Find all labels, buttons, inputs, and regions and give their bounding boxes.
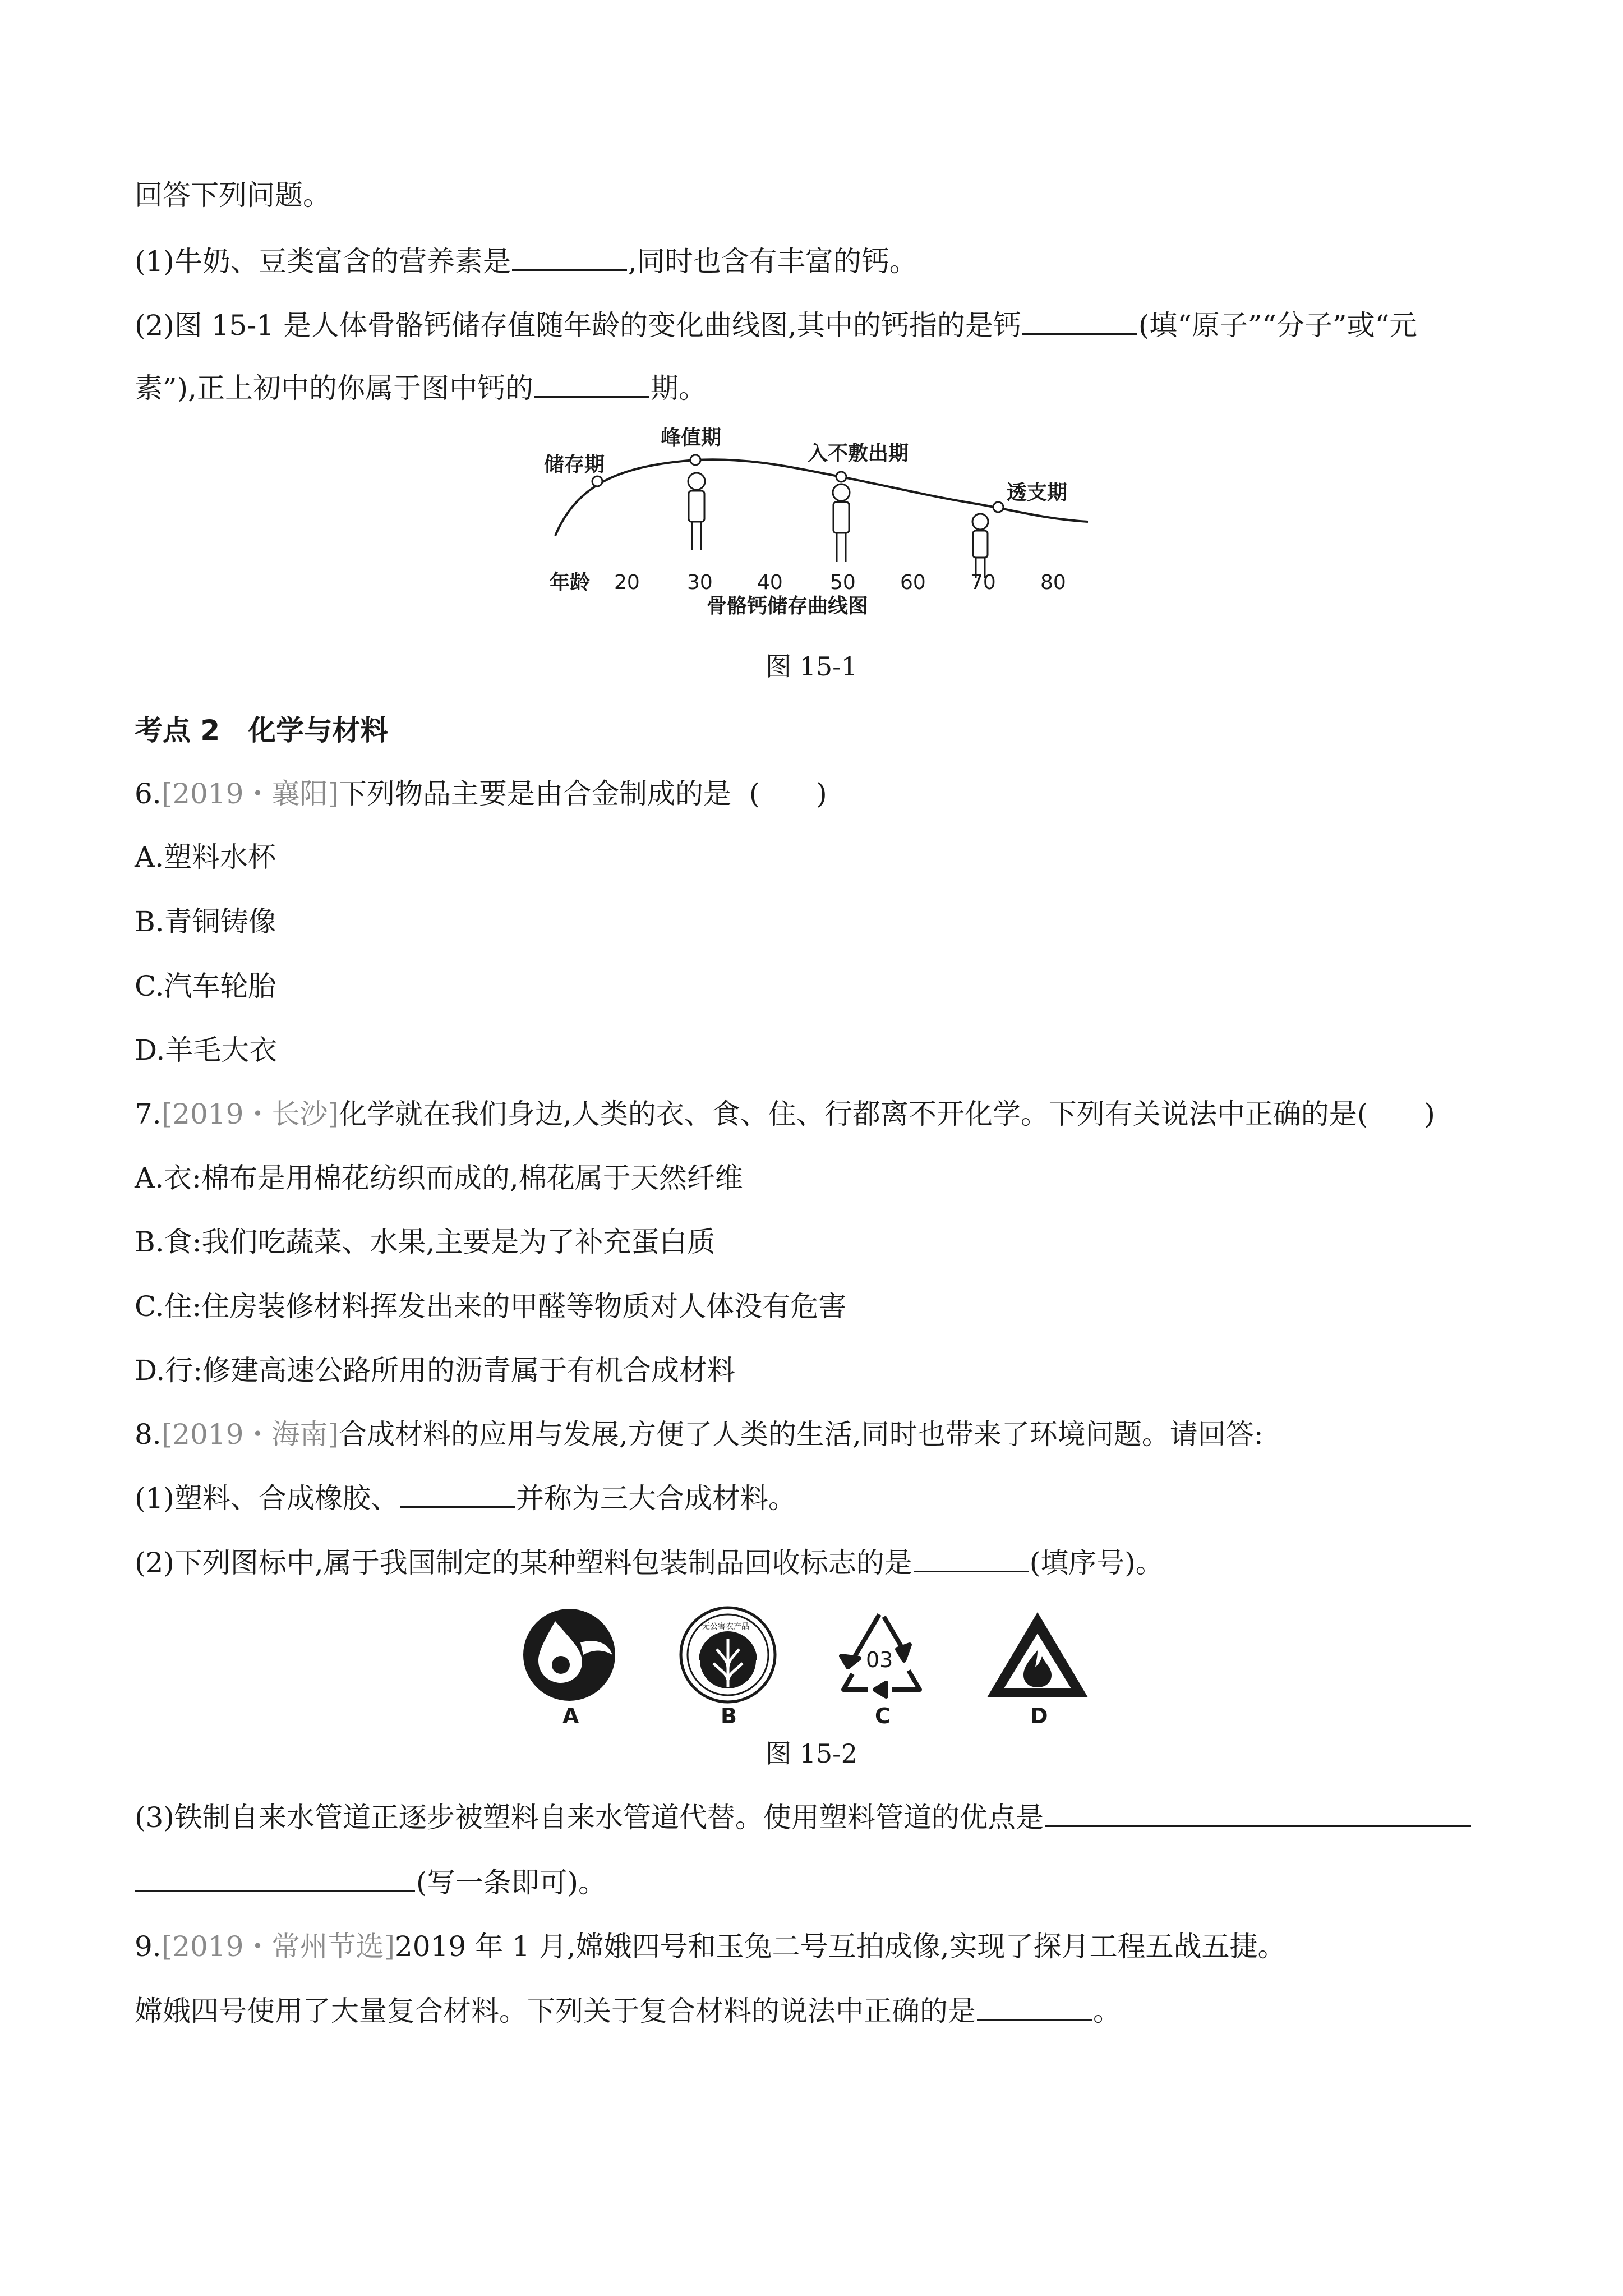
stage-label: 透支期 <box>1007 481 1068 504</box>
q5-part2: (2)图 15-1 是人体骨骼钙储存值随年龄的变化曲线图,其中的钙指的是钙 (填“原子”“分子”或“元 <box>135 309 1418 342</box>
tick-label: 60 <box>900 571 926 594</box>
answer-blank[interactable] <box>1045 1801 1471 1827</box>
stage-label: 峰值期 <box>661 426 722 449</box>
axis-label: 年龄 <box>550 571 591 594</box>
answer-blank[interactable] <box>977 1994 1092 2021</box>
flammable-warning-icon <box>987 1612 1088 1697</box>
q8-part2: (2)下列图标中,属于我国制定的某种塑料包装制品回收标志的是 (填序号)。 <box>135 1547 1164 1579</box>
stage-label: 入不敷出期 <box>808 442 909 465</box>
seal-text: 无公害农产品 <box>702 1622 749 1631</box>
q7-stem: 7.[2019・长沙]化学就在我们身边,人类的衣、食、住、行都离不开化学。下列有关说法中正确的是( ) <box>135 1098 1435 1130</box>
answer-blank[interactable] <box>1022 309 1137 335</box>
tick-label: 70 <box>970 571 996 594</box>
q7-option-b: B.食:我们吃蔬菜、水果,主要是为了补充蛋白质 <box>135 1226 716 1258</box>
q8-part3: (3)铁制自来水管道正逐步被塑料自来水管道代替。使用塑料管道的优点是 <box>135 1801 1472 1834</box>
q8-stem: 8.[2019・海南]合成材料的应用与发展,方便了人类的生活,同时也带来了环境问题。请回答: <box>135 1418 1264 1451</box>
tick-label: 30 <box>687 571 713 594</box>
q6-option-d: D.羊毛大衣 <box>135 1034 278 1066</box>
q5-part1: (1)牛奶、豆类富含的营养素是 ,同时也含有丰富的钙。 <box>135 245 917 278</box>
stage-label: 储存期 <box>544 453 605 476</box>
answer-bracket[interactable]: ( ) <box>1357 1098 1435 1130</box>
answer-blank[interactable] <box>512 245 627 271</box>
chart-title: 骨骼钙储存曲线图 <box>707 595 869 618</box>
symbols-figure <box>505 1604 1133 1728</box>
figure2-label: A <box>562 1704 579 1728</box>
tick-label: 20 <box>614 571 640 594</box>
figure2-label: D <box>1030 1704 1048 1728</box>
q7-option-d: D.行:修建高速公路所用的沥青属于有机合成材料 <box>135 1354 736 1387</box>
figure2-caption: 图 15-2 <box>766 1738 857 1769</box>
q7-option-c: C.住:住房装修材料挥发出来的甲醛等物质对人体没有危害 <box>135 1290 847 1323</box>
stage-marker <box>836 472 846 482</box>
person-figure-70 <box>972 514 988 578</box>
q9-line2: 嫦娥四号使用了大量复合材料。下列关于复合材料的说法中正确的是 。 <box>135 1995 1121 2027</box>
tick-label: 40 <box>757 571 783 594</box>
stage-marker <box>592 476 602 486</box>
stage-marker <box>993 502 1003 512</box>
recycle-code: 03 <box>866 1648 893 1672</box>
q8-part1: (1)塑料、合成橡胶、 并称为三大合成材料。 <box>135 1482 796 1515</box>
q7-option-a: A.衣:棉布是用棉花纺织而成的,棉花属于天然纤维 <box>135 1162 743 1194</box>
figure2-label: C <box>875 1704 891 1728</box>
figure1-caption: 图 15-1 <box>766 651 857 682</box>
answer-blank[interactable] <box>400 1481 515 1508</box>
q5-part2-cont: 素”),正上初中的你属于图中钙的 期。 <box>135 372 707 404</box>
person-figure-50 <box>833 484 850 562</box>
q9-stem: 9.[2019・常州节选]2019 年 1 月,嫦娥四号和玉兔二号互拍成像,实现了探月工程五战五捷。 <box>135 1930 1286 1963</box>
intro-text: 回答下列问题。 <box>135 179 331 211</box>
tick-label: 50 <box>830 571 856 594</box>
q6-option-b: B.青铜铸像 <box>135 905 276 938</box>
stage-marker <box>690 455 700 465</box>
q8-part3-cont: (写一条即可)。 <box>135 1866 606 1899</box>
q6-stem: 6.[2019・襄阳]下列物品主要是由合金制成的是 ( ) <box>135 777 827 810</box>
person-figure-30 <box>688 473 705 550</box>
answer-blank[interactable] <box>534 371 649 398</box>
answer-blank[interactable] <box>135 1866 415 1892</box>
water-saving-icon <box>523 1609 615 1701</box>
calcium-storage-chart <box>527 415 1110 628</box>
answer-bracket[interactable]: ( ) <box>749 777 827 810</box>
answer-blank[interactable] <box>914 1546 1029 1572</box>
q6-option-c: C.汽车轮胎 <box>135 970 276 1002</box>
q6-option-a: A.塑料水杯 <box>135 841 276 873</box>
tick-label: 80 <box>1040 571 1066 594</box>
figure2-label: B <box>721 1704 737 1728</box>
section-heading: 考点 2 化学与材料 <box>135 714 389 747</box>
